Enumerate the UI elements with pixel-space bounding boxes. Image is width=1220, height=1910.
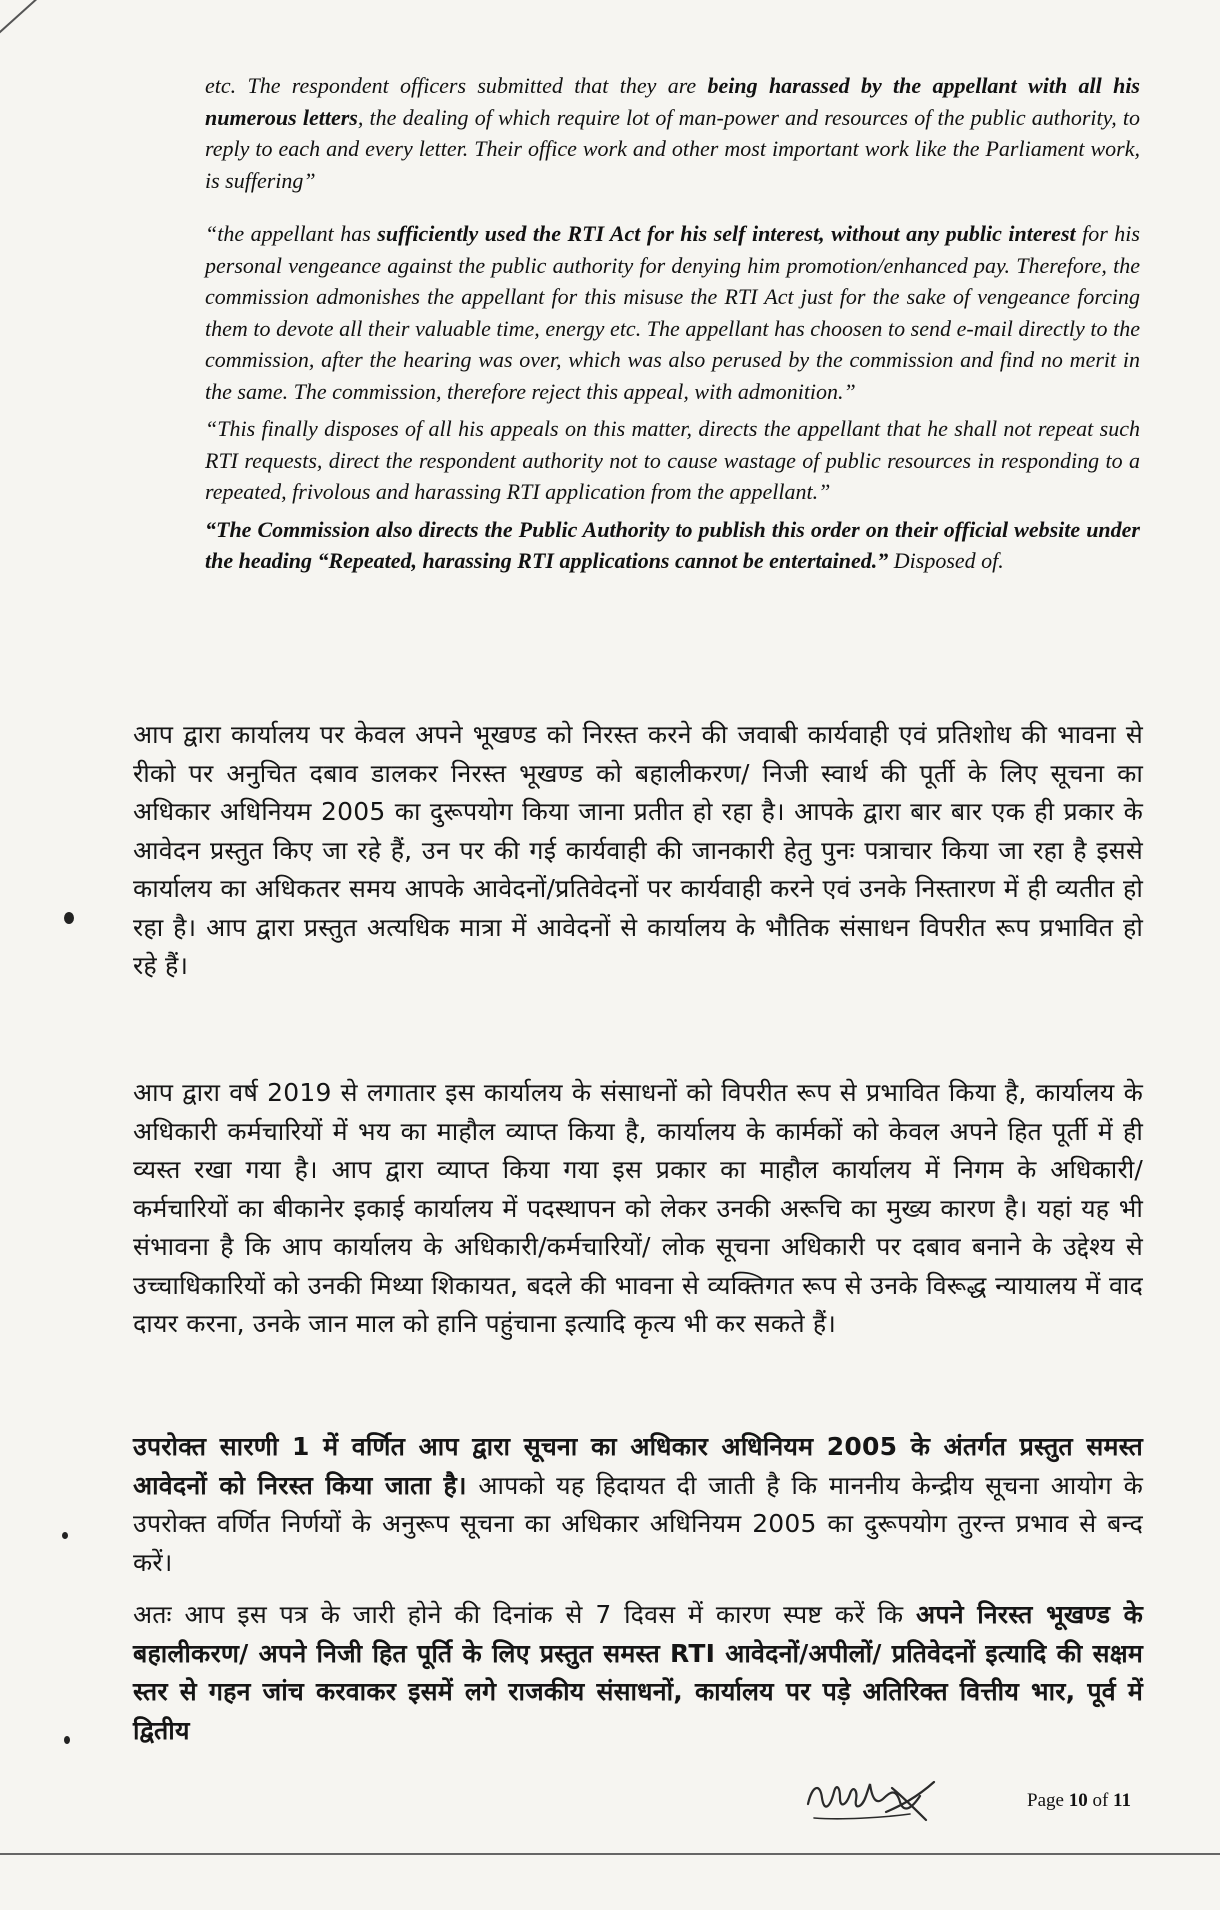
- page-number-of: of: [1092, 1790, 1109, 1811]
- margin-speck: [62, 1532, 68, 1539]
- handwritten-signature: [800, 1768, 940, 1828]
- bottom-rule: [0, 1853, 1220, 1855]
- quote-paragraph: [205, 413, 1140, 508]
- margin-speck: [64, 912, 74, 924]
- text-run: sufficiently used the RTI Act for his self interest, without any public interest: [377, 221, 1076, 246]
- page-corner-mark: [0, 0, 72, 42]
- text-run: उपरोक्त सारणी 1 में वर्णित आप द्वारा सूचना का अधिकार अधिनियम 2005 के अंतर्गत प्रस्तुत समस्त आवेदनों को निरस्त किया जाता है।: [133, 1432, 1143, 1500]
- text-run: etc. The respondent officers submitted that they are: [205, 73, 708, 98]
- quote-paragraph: [205, 70, 1140, 196]
- hindi-paragraph-2: [133, 1074, 1143, 1344]
- margin-speck: [64, 1736, 70, 1744]
- hindi-paragraph-3: [133, 1428, 1143, 1582]
- text-run: Disposed of.: [888, 548, 1004, 573]
- page-number-label: Page: [1027, 1790, 1064, 1811]
- text-run: अपने निरस्त भूखण्ड के बहालीकरण/ अपने निजी हित पूर्ति के लिए प्रस्तुत समस्त RTI आवेदनों/अपीलों/ प्रतिवेदनों इत्यादि की सक्षम स्तर से गहन जांच करवाकर इसमें लगे राजकीय संसाधनों, कार्यालय पर पड़े अतिरिक्त वित्तीय भार, पूर्व में द्वितीय: [133, 1600, 1143, 1745]
- text-run: आप द्वारा कार्यालय पर केवल अपने भूखण्ड को निरस्त करने की जवाबी कार्यवाही एवं प्रतिशोध की भावना से रीको पर अनुचित दबाव डालकर निरस्त भूखण्ड को बहालीकरण/ निजी स्वार्थ की पूर्ती के लिए सूचना का अधिकार अधिनियम 2005 का दुरूपयोग किया जाना प्रतीत हो रहा है। आपके द्वारा बार बार एक ही प्रकार के आवेदन प्रस्तुत किए जा रहे हैं, उन पर की गई कार्यवाही की जानकारी हेतु पुनः पत्राचार किया जा रहा है इससे कार्यालय का अधिकतर समय आपके आवेदनों/प्रतिवेदनों पर कार्यवाही करने एवं उनके निस्तारण में ही व्यतीत हो रहा है। आप द्वारा प्रस्तुत अत्यधिक मात्रा में आवेदनों से कार्यालय के भौतिक संसाधन विपरीत रूप प्रभावित हो रहे हैं।: [133, 720, 1143, 980]
- text-run: , the dealing of which require lot of man-power and resources of the public authority, to reply to each and every letter. Their office work and other most important work like the Parliament work, is suffering”: [205, 104, 1140, 193]
- text-run: being harassed by the appellant with all his numerous letters: [205, 73, 1140, 130]
- quoted-commission-excerpts: [205, 70, 1140, 599]
- page-number-total: 11: [1113, 1790, 1131, 1811]
- text-run: अतः आप इस पत्र के जारी होने की दिनांक से 7 दिवस में कारण स्पष्ट करें कि: [133, 1600, 917, 1629]
- text-run: “The Commission also directs the Public Authority to publish this order on their official website under the heading “Repeated, harassing RTI applications cannot be entertained.”: [205, 516, 1140, 573]
- text-run: आपको यह हिदायत दी जाती है कि माननीय केन्द्रीय सूचना आयोग के उपरोक्त वर्णित निर्णयों के अनुरूप सूचना का अधिकार अधिनियम 2005 का दुरूपयोग तुरन्त प्रभाव से बन्द करें।: [133, 1470, 1143, 1577]
- text-run: आप द्वारा वर्ष 2019 से लगातार इस कार्यालय के संसाधनों को विपरीत रूप से प्रभावित किया है, कार्यालय के अधिकारी कर्मचारियों में भय का माहौल व्याप्त किया है, कार्यालय के कार्मकों को केवल अपने हित पूर्ती में ही व्यस्त रखा गया है। आप द्वारा व्याप्त किया गया इस प्रकार का माहौल कार्यालय में निगम के अधिकारी/कर्मचारियों का बीकानेर इकाई कार्यालय में पदस्थापन को लेकर उनकी अरूचि का मुख्य कारण है। यहां यह भी संभावना है कि आप कार्यालय के अधिकारी/कर्मचारियों/ लोक सूचना अधिकारी पर दबाव बनाने के उद्देश्य से उच्चाधिकारियों को उनकी मिथ्या शिकायत, बदले की भावना से व्यक्तिगत रूप से उनके विरूद्ध न्यायालय में वाद दायर करना, उनके जान माल को हानि पहुंचाना इत्यादि कृत्य भी कर सकते हैं।: [133, 1078, 1143, 1338]
- quote-paragraph: [205, 514, 1140, 577]
- text-run: “the appellant has: [205, 221, 378, 246]
- text-run: for his personal vengeance against the public authority for denying him promotion/enhanced pay. Therefore, the commission admonishes the appellant for this misuse the RTI Act just for the sake of vengeance forcing them to devote all their valuable time, energy etc. The appellant has choosen to send e-mail directly to the commission, after the hearing was over, which was also perused by the commission and find no merit in the same. The commission, therefore reject this appeal, with admonition.”: [205, 221, 1140, 404]
- page-number: [1027, 1790, 1131, 1812]
- hindi-paragraph-4: [133, 1596, 1143, 1750]
- text-run: “This finally disposes of all his appeals on this matter, directs the appellant that he shall not repeat such RTI requests, direct the respondent authority not to cause wastage of public resources in responding to a repeated, frivolous and harassing RTI application from the appellant.”: [205, 416, 1140, 504]
- hindi-paragraph-1: [133, 716, 1143, 986]
- page-number-current: 10: [1068, 1790, 1088, 1811]
- quote-paragraph: [205, 218, 1140, 407]
